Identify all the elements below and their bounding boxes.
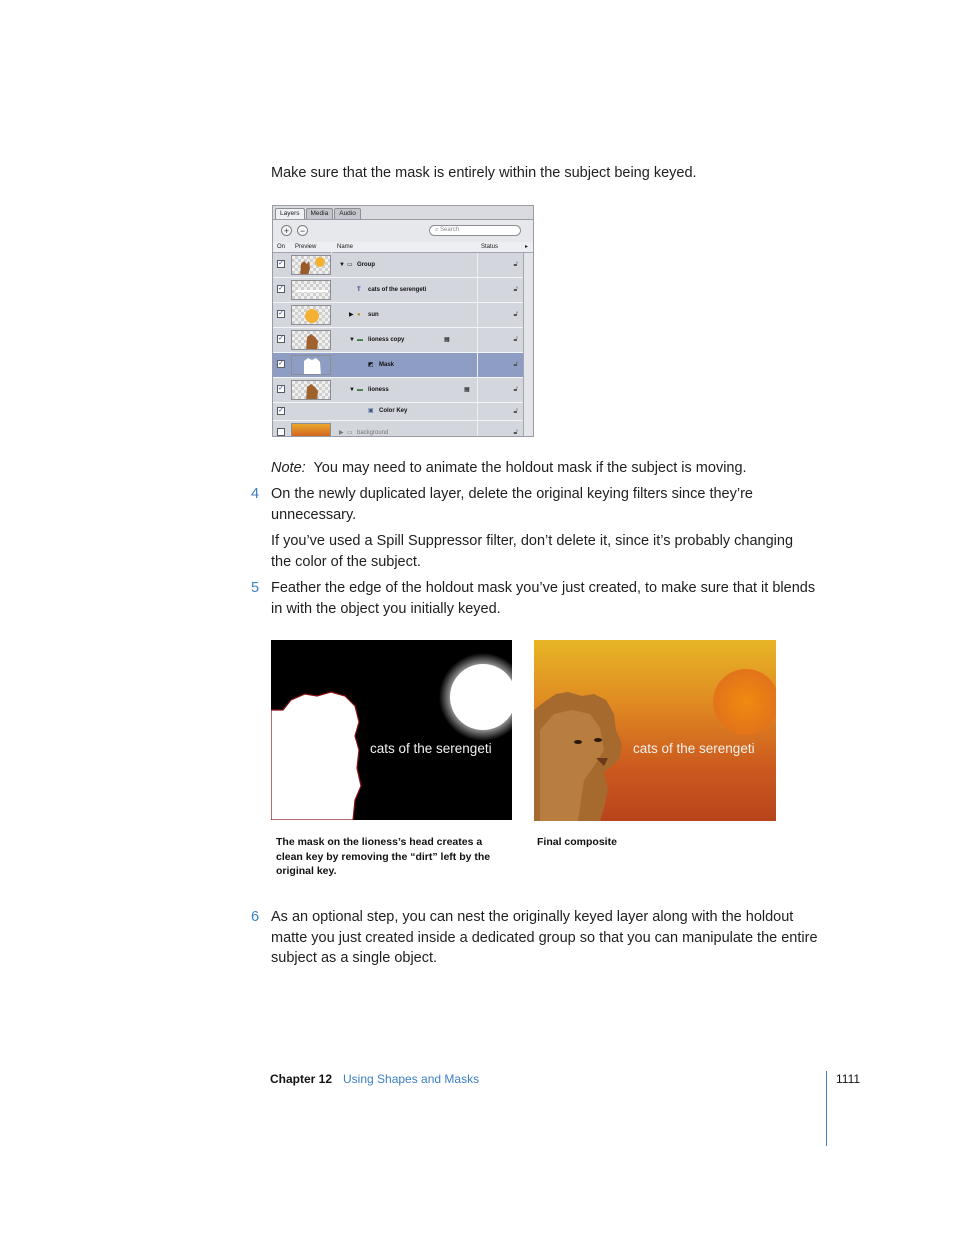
panel-scrollbar[interactable]	[523, 253, 533, 437]
layer-name: lioness copy	[368, 337, 405, 343]
layer-row-sun[interactable]	[273, 303, 523, 328]
layers-panel	[272, 205, 534, 437]
footer-chapter: Chapter 12	[270, 1072, 333, 1086]
add-layer-button[interactable]: +	[281, 225, 292, 236]
layer-thumbnail	[291, 380, 331, 400]
step-4-subparagraph: If you’ve used a Spill Suppressor filter, don’t delete it, since it’s probably changing the color of the subject.	[271, 533, 794, 570]
disclosure-triangle-icon[interactable]: ▼	[349, 387, 355, 393]
column-header	[273, 242, 533, 253]
tab-media[interactable]: Media	[306, 208, 334, 219]
shape-layer-icon: ●	[357, 312, 361, 318]
note-text: You may need to animate the holdout mask if the subject is moving.	[313, 460, 747, 476]
group-icon: ▭	[347, 430, 353, 436]
lock-icon[interactable]: 🔓︎	[513, 408, 518, 415]
layer-checkbox[interactable]: ✓	[278, 360, 284, 367]
layer-status	[477, 421, 522, 437]
search-input[interactable]	[429, 225, 521, 236]
layer-status	[477, 278, 522, 302]
composite-figure-title: cats of the serengeti	[633, 741, 755, 756]
lock-icon[interactable]: 🔓︎	[513, 336, 518, 343]
disclosure-triangle-icon[interactable]: ▶	[349, 312, 354, 318]
layer-thumbnail	[291, 280, 331, 300]
layer-thumbnail	[291, 330, 331, 350]
layer-thumbnail	[291, 355, 331, 375]
layer-row-lioness-copy[interactable]	[273, 328, 523, 353]
text-layer-icon: T	[357, 287, 361, 293]
layer-checkbox[interactable]: ✓	[278, 260, 284, 267]
layer-row-color-key[interactable]	[273, 403, 523, 421]
filter-icon: ▣	[368, 408, 374, 414]
layer-thumbnail	[291, 255, 331, 275]
step-6-text: As an optional step, you can nest the originally keyed layer along with the holdout matte you just created inside a dedicated group so that you can manipulate the entire subject as a single object.	[271, 909, 818, 966]
layer-name: cats of the serengeti	[368, 287, 427, 293]
lock-icon[interactable]: 🔓︎	[513, 311, 518, 318]
layer-name: sun	[368, 312, 379, 318]
layer-row-mask[interactable]	[273, 353, 523, 378]
intro-paragraph: Make sure that the mask is entirely within the subject being keyed.	[271, 165, 697, 181]
mask-figure-title: cats of the serengeti	[370, 741, 492, 756]
col-on[interactable]: On	[277, 244, 286, 250]
lock-icon[interactable]: 🔓︎	[513, 361, 518, 368]
lock-icon[interactable]: 🔓︎	[513, 286, 518, 293]
disclosure-triangle-icon[interactable]: ▶	[339, 430, 344, 436]
image-layer-icon: ▬	[357, 387, 363, 393]
layer-status	[477, 253, 522, 277]
lock-icon[interactable]: 🔓︎	[513, 429, 518, 436]
note-paragraph	[271, 458, 831, 479]
layer-row-group[interactable]	[273, 253, 523, 278]
composite-figure	[534, 640, 776, 821]
layer-name: background	[357, 430, 389, 436]
layer-status	[477, 303, 522, 327]
layer-status	[477, 353, 522, 377]
layer-checkbox[interactable]: ✓	[278, 310, 284, 317]
layer-checkbox[interactable]: ✓	[278, 407, 284, 414]
layer-checkbox[interactable]	[277, 428, 285, 436]
col-status[interactable]: Status	[481, 244, 499, 250]
mask-figure	[271, 640, 512, 820]
step-4-text: On the newly duplicated layer, delete the original keying filters since they’re unnecessary.	[271, 486, 753, 523]
layer-status	[477, 328, 522, 352]
image-layer-icon: ▬	[357, 337, 363, 343]
layer-checkbox[interactable]: ✓	[278, 335, 284, 342]
layer-row-text[interactable]	[273, 278, 523, 303]
layer-thumbnail	[291, 423, 331, 437]
layer-checkbox[interactable]: ✓	[278, 285, 284, 292]
layer-rows	[273, 253, 523, 437]
col-name[interactable]: Name	[337, 244, 354, 250]
lock-icon[interactable]: 🔓︎	[513, 386, 518, 393]
group-icon: ▭	[347, 262, 353, 268]
step-number: 5	[251, 580, 260, 596]
layer-name: Group	[357, 262, 375, 268]
note-label: Note:	[271, 460, 306, 476]
step-number: 4	[251, 486, 260, 502]
layer-name: lioness	[368, 387, 389, 393]
layer-checkbox[interactable]: ✓	[278, 385, 284, 392]
disclosure-triangle-icon[interactable]: ▼	[349, 337, 355, 343]
layer-row-lioness[interactable]	[273, 378, 523, 403]
search-icon: ⌕	[435, 227, 439, 233]
step-5-text: Feather the edge of the holdout mask you’ve just created, to make sure that it blends in with the object you initially keyed.	[271, 580, 816, 617]
layer-name: Color Key	[379, 408, 408, 414]
layer-thumbnail	[291, 305, 331, 325]
col-preview[interactable]: Preview	[295, 244, 317, 250]
layer-row-background[interactable]	[273, 421, 523, 437]
footer-chapter-title[interactable]: Using Shapes and Masks	[343, 1072, 480, 1086]
layer-name: Mask	[379, 362, 395, 368]
composite-figure-caption: Final composite	[537, 836, 617, 848]
layer-status	[477, 403, 522, 420]
step-number: 6	[251, 909, 260, 925]
tab-layers[interactable]: Layers	[275, 208, 305, 219]
mask-figure-caption: The mask on the lioness’s head creates a clean key by removing the “dirt” left by the original key.	[276, 836, 491, 877]
layer-status	[477, 378, 522, 402]
filter-badge-icon: ▦	[444, 337, 450, 343]
panel-tabs	[275, 208, 362, 219]
footer-divider	[826, 1071, 827, 1146]
search-placeholder: Search	[440, 227, 460, 233]
filter-badge-icon: ▦	[464, 387, 470, 393]
tab-audio[interactable]: Audio	[334, 208, 361, 219]
lock-icon[interactable]: 🔓︎	[513, 261, 518, 268]
page-number: 1111	[836, 1072, 861, 1086]
panel-toolbar	[273, 219, 533, 242]
column-menu-icon[interactable]: ▸	[525, 244, 529, 250]
mask-icon: ◩	[368, 362, 374, 368]
disclosure-triangle-icon[interactable]: ▼	[339, 262, 345, 268]
remove-layer-button[interactable]: −	[297, 225, 308, 236]
